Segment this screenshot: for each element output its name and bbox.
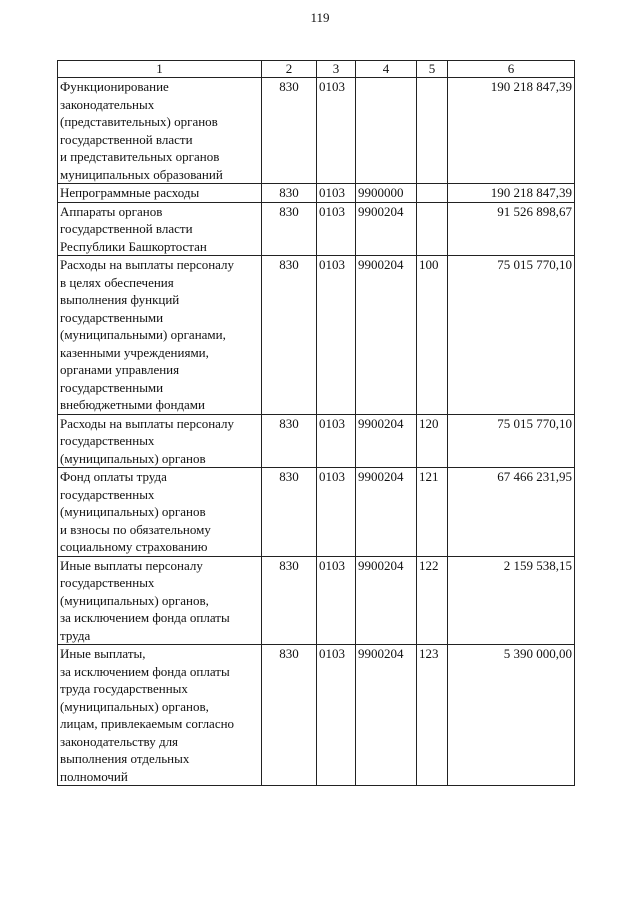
- row-ved: 830: [262, 78, 317, 184]
- row-vr: 100: [417, 256, 448, 415]
- row-rz: 0103: [317, 184, 356, 203]
- row-ved: 830: [262, 256, 317, 415]
- row-vr: [417, 184, 448, 203]
- row-sum: 67 466 231,95: [448, 468, 575, 557]
- header-col-2: 2: [262, 61, 317, 78]
- row-name: Фонд оплаты труда государственных (муниципальных) органов и взносы по обязательному социальному страхованию: [58, 468, 262, 557]
- row-name: Аппараты органов государственной власти Республики Башкортостан: [58, 202, 262, 256]
- header-col-3: 3: [317, 61, 356, 78]
- row-vr: 120: [417, 414, 448, 468]
- row-cs: 9900204: [356, 256, 417, 415]
- table-row: [58, 184, 575, 203]
- header-col-1: 1: [58, 61, 262, 78]
- row-rz: 0103: [317, 556, 356, 645]
- row-rz: 0103: [317, 78, 356, 184]
- table-row: [58, 414, 575, 468]
- row-ved: 830: [262, 414, 317, 468]
- header-col-5: 5: [417, 61, 448, 78]
- row-sum: 5 390 000,00: [448, 645, 575, 786]
- row-cs: [356, 78, 417, 184]
- row-cs: 9900204: [356, 202, 417, 256]
- row-sum: 190 218 847,39: [448, 78, 575, 184]
- row-name: Иные выплаты, за исключением фонда оплаты труда государственных (муниципальных) органов, лицам, привлекаемым согласно законодательству для выполнения отдельных полномочий: [58, 645, 262, 786]
- row-ved: 830: [262, 184, 317, 203]
- row-vr: 121: [417, 468, 448, 557]
- header-row: [58, 61, 575, 78]
- row-name: Непрограммные расходы: [58, 184, 262, 203]
- row-rz: 0103: [317, 202, 356, 256]
- table-row: [58, 78, 575, 184]
- row-name: Функционирование законодательных (представительных) органов государственной власти и представительных органов муниципальных образований: [58, 78, 262, 184]
- row-rz: 0103: [317, 414, 356, 468]
- header-col-6: 6: [448, 61, 575, 78]
- header-col-4: 4: [356, 61, 417, 78]
- row-cs: 9900204: [356, 468, 417, 557]
- row-cs: 9900204: [356, 556, 417, 645]
- row-cs: 9900204: [356, 645, 417, 786]
- row-sum: 75 015 770,10: [448, 414, 575, 468]
- row-sum: 190 218 847,39: [448, 184, 575, 203]
- table-row: [58, 468, 575, 557]
- table-row: [58, 556, 575, 645]
- table-row: [58, 645, 575, 786]
- row-rz: 0103: [317, 256, 356, 415]
- row-cs: 9900204: [356, 414, 417, 468]
- row-ved: 830: [262, 468, 317, 557]
- row-sum: 91 526 898,67: [448, 202, 575, 256]
- table-row: [58, 202, 575, 256]
- row-sum: 75 015 770,10: [448, 256, 575, 415]
- row-sum: 2 159 538,15: [448, 556, 575, 645]
- row-name: Иные выплаты персоналу государственных (муниципальных) органов, за исключением фонда оплаты труда: [58, 556, 262, 645]
- budget-table: [57, 60, 575, 786]
- row-cs: 9900000: [356, 184, 417, 203]
- row-ved: 830: [262, 202, 317, 256]
- row-vr: 123: [417, 645, 448, 786]
- row-rz: 0103: [317, 468, 356, 557]
- row-vr: 122: [417, 556, 448, 645]
- row-rz: 0103: [317, 645, 356, 786]
- row-name: Расходы на выплаты персоналу в целях обеспечения выполнения функций государственными (муниципальными) органами, казенными учреждениями, органами управления государственными внебюджетными фондами: [58, 256, 262, 415]
- page-number: 119: [310, 10, 330, 25]
- row-ved: 830: [262, 645, 317, 786]
- row-name: Расходы на выплаты персоналу государственных (муниципальных) органов: [58, 414, 262, 468]
- row-vr: [417, 78, 448, 184]
- row-vr: [417, 202, 448, 256]
- row-ved: 830: [262, 556, 317, 645]
- table-row: [58, 256, 575, 415]
